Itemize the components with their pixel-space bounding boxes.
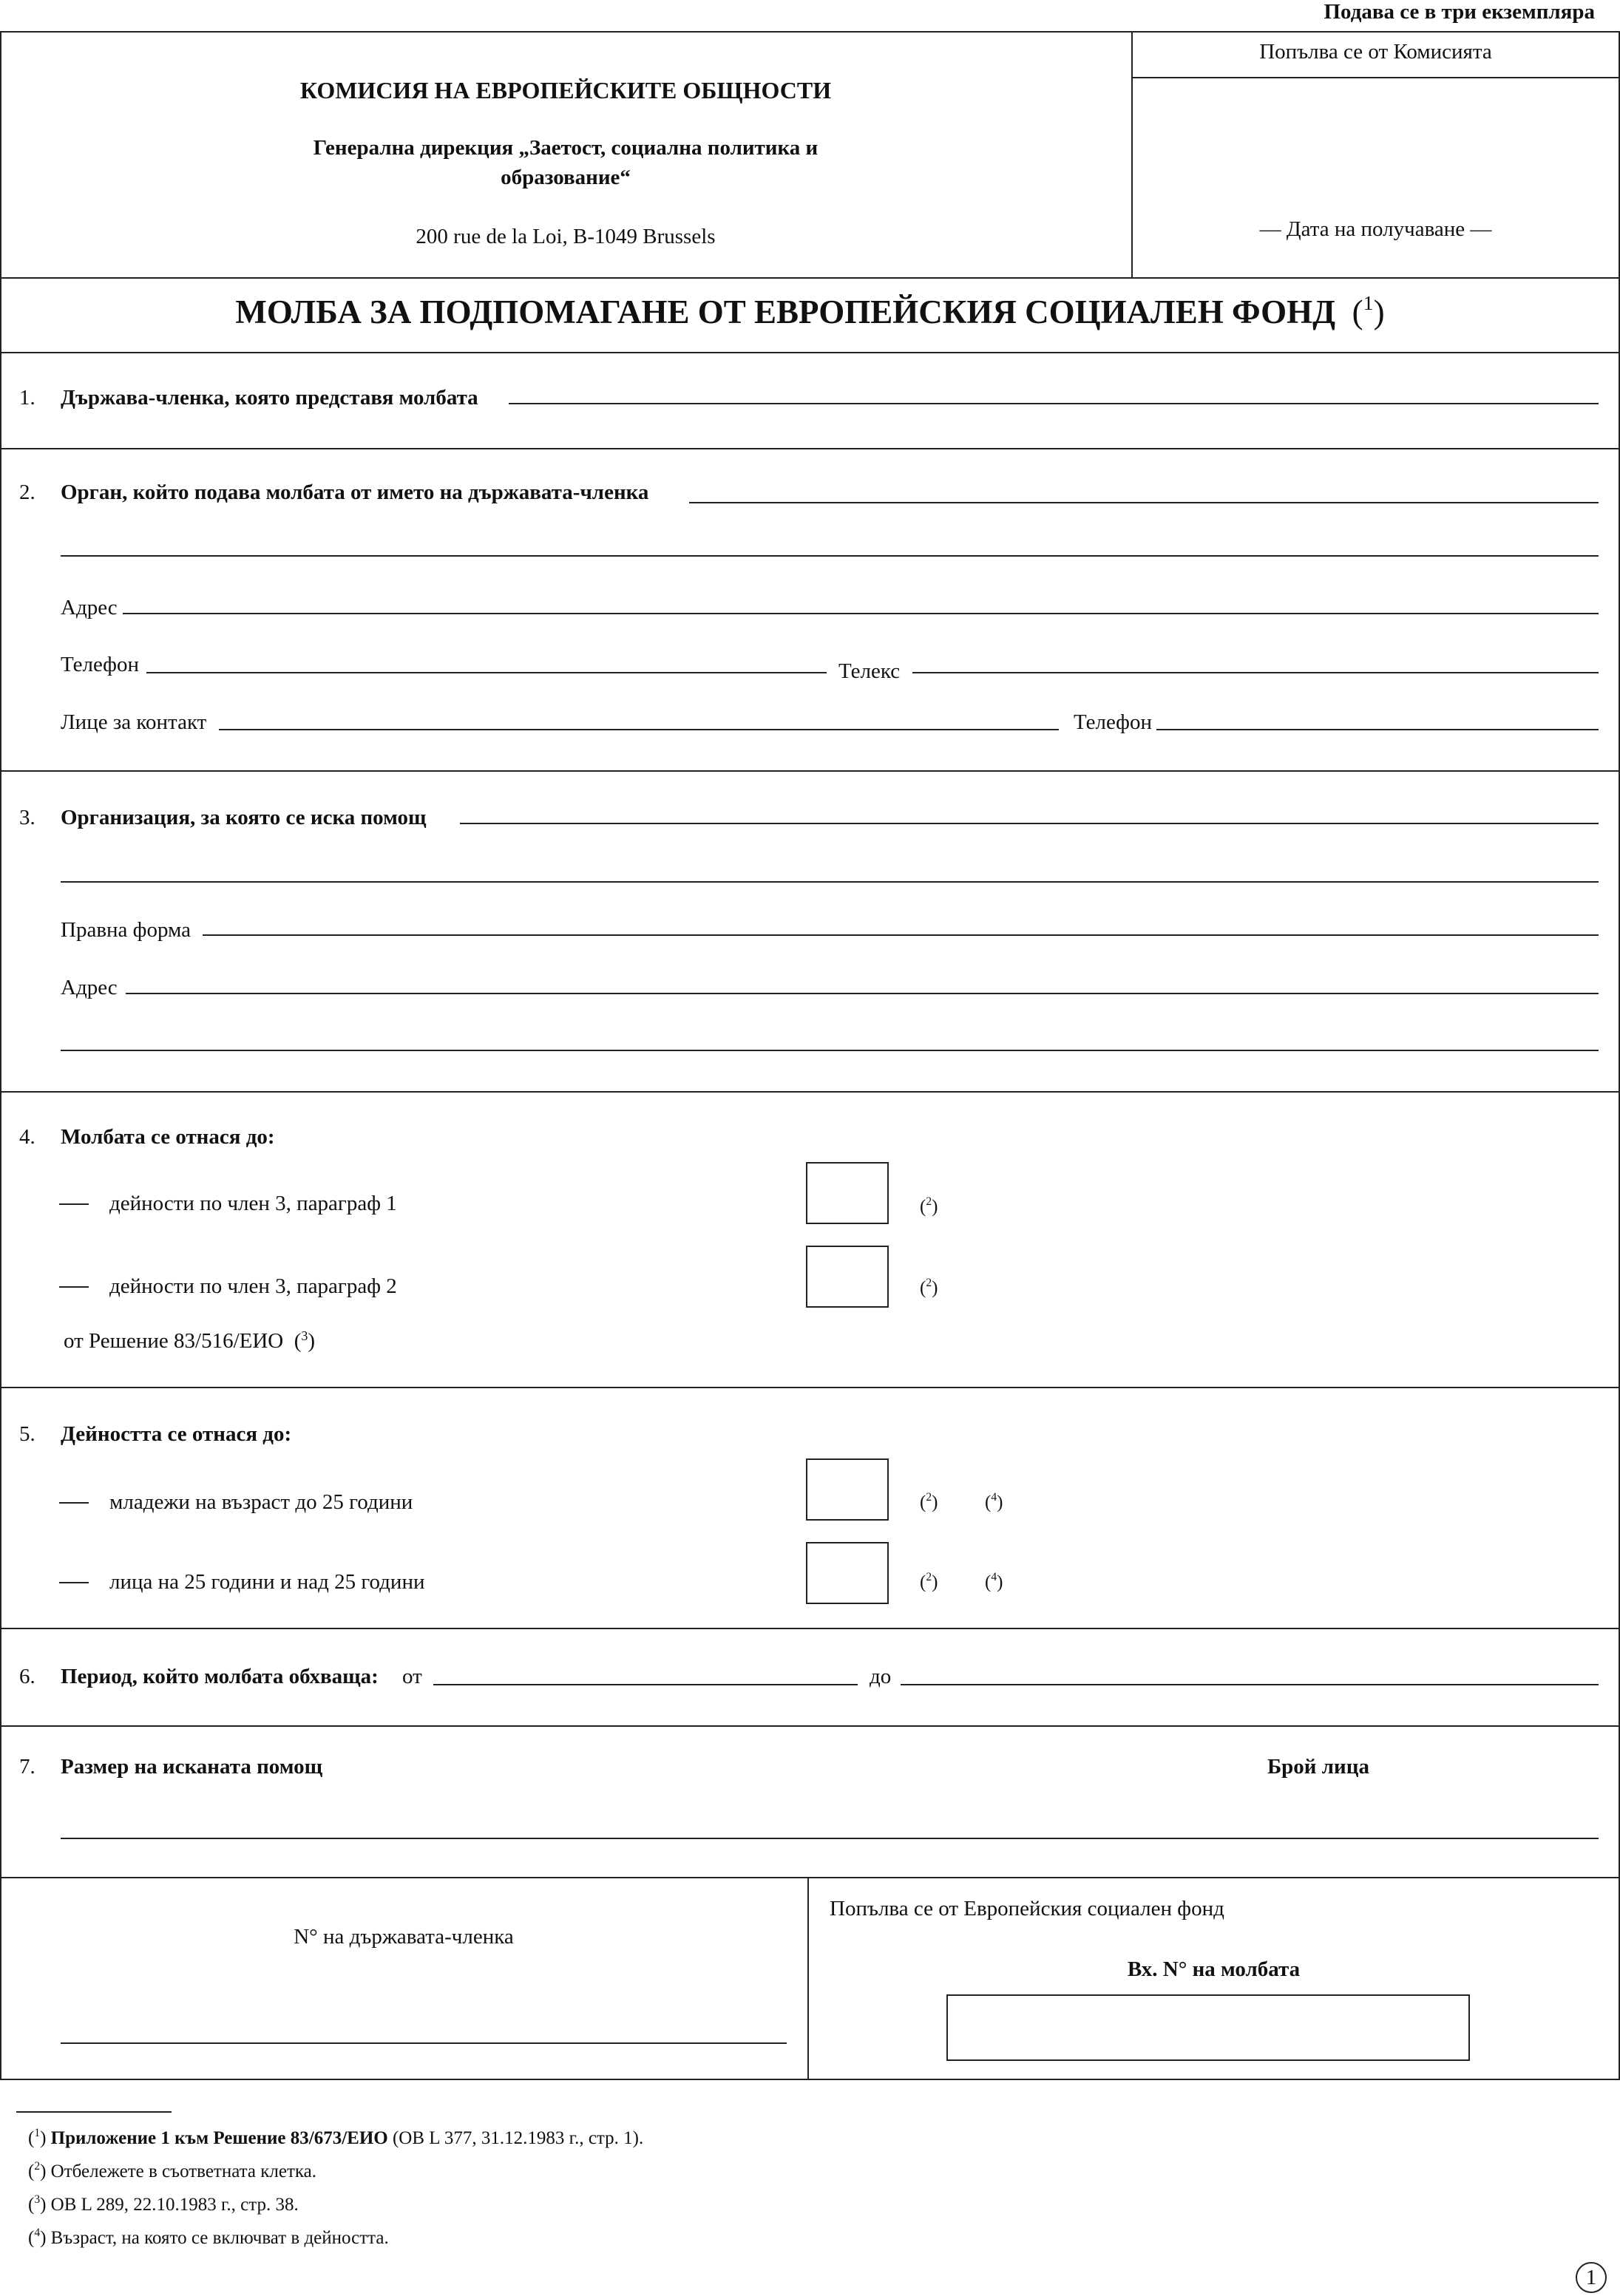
member-state-field[interactable]	[509, 403, 1599, 404]
s2-telex-label: Телекс	[838, 659, 901, 683]
title-text: МОЛБА ЗА ПОДПОМАГАНЕ ОТ ЕВРОПЕЙСКИЯ СОЦИАЛЕН ФОНД	[235, 293, 1336, 330]
s4-option2-ref: ($^2$)	[920, 1277, 938, 1298]
s4-dash-2	[59, 1286, 89, 1288]
period-from-field[interactable]	[433, 1684, 858, 1685]
s5-dash-2	[59, 1582, 89, 1583]
footnote-1: ($^1$) Приложение 1 към Решение 83/673/ЕИО (ОВ L 377, 31.12.1983 г., стр. 1).	[28, 2127, 644, 2148]
s3-legal-form-label: Правна форма	[61, 918, 192, 942]
footnote-1-text: (ОВ L 377, 31.12.1983 г., стр. 1).	[387, 2128, 644, 2148]
s4-option1-label: дейности по член 3, параграф 1	[109, 1192, 397, 1215]
header-divider	[1131, 31, 1133, 278]
s5-rule	[0, 1628, 1620, 1629]
s5-option1-ref2: ($^2$)	[920, 1491, 938, 1512]
member-state-number-label: N° на държавата-членка	[294, 1925, 514, 1949]
legal-form-field[interactable]	[203, 934, 1599, 936]
footnote-3: ($^3$) ОВ L 289, 22.10.1983 г., стр. 38.	[28, 2193, 299, 2215]
footnote-2: ($^2$) Отбележете в съответната клетка.	[28, 2160, 317, 2181]
organisation-field-line2[interactable]	[61, 881, 1599, 883]
s2-label: Орган, който подава молбата от името на държавата-членка	[61, 480, 649, 504]
organisation-address-field[interactable]	[126, 993, 1599, 994]
s6-to-label: до	[870, 1665, 892, 1688]
s2-number: 2.	[19, 480, 35, 504]
authority-telex-field[interactable]	[912, 672, 1599, 673]
footnote-4: ($^4$) Възраст, на която се включват в дейността.	[28, 2227, 389, 2248]
commission-label: Попълва се от Комисията	[1259, 40, 1492, 64]
s4-option2-checkbox[interactable]	[806, 1246, 889, 1308]
s7-rule	[0, 1877, 1620, 1878]
s2-contact-label: Лице за контакт	[61, 710, 207, 734]
s3-number: 3.	[19, 806, 35, 829]
copies-note: Подава се в три екземпляра	[1324, 0, 1595, 24]
s5-option2-label: лица на 25 години и над 25 години	[109, 1570, 425, 1594]
s5-option1-checkbox[interactable]	[806, 1458, 889, 1521]
s1-number: 1.	[19, 386, 35, 410]
s4-decision-text: от Решение 83/516/ЕИО	[64, 1329, 284, 1353]
s4-rule	[0, 1387, 1620, 1388]
page-number: 1	[1576, 2262, 1607, 2293]
contact-person-field[interactable]	[219, 729, 1059, 730]
s4-decision-ref: ($^3$)	[288, 1328, 316, 1353]
organisation-address-field-line2[interactable]	[61, 1050, 1599, 1051]
amount-field[interactable]	[61, 1838, 1599, 1839]
authority-address-field[interactable]	[123, 613, 1599, 614]
s6-number: 6.	[19, 1665, 35, 1688]
s5-option1-ref4: ($^4$)	[985, 1491, 1003, 1512]
footnote-4-text: Възраст, на която се включват в дейността.	[46, 2228, 389, 2248]
s7-label: Размер на исканата помощ	[61, 1755, 323, 1779]
s6-label: Период, който молбата обхваща:	[61, 1665, 379, 1688]
authority-field[interactable]	[689, 502, 1599, 503]
incoming-number-field[interactable]	[946, 1994, 1470, 2061]
s5-option2-ref4: ($^4$)	[985, 1571, 1003, 1592]
s2-phone2-label: Телефон	[1074, 710, 1152, 734]
authority-phone-field[interactable]	[146, 672, 827, 673]
esf-label: Попълва се от Европейския социален фонд	[830, 1897, 1224, 1920]
footnote-2-text: Отбележете в съответната клетка.	[46, 2161, 317, 2181]
footnote-separator	[16, 2111, 172, 2113]
s2-rule	[0, 770, 1620, 772]
s7-number: 7.	[19, 1755, 35, 1779]
authority-field-line2[interactable]	[61, 555, 1599, 557]
s3-label: Организация, за която се иска помощ	[61, 806, 427, 829]
s1-label: Държава-членка, която представя молбата	[61, 386, 478, 410]
header-bottom-rule	[0, 277, 1620, 279]
s5-label: Дейността се отнася до:	[61, 1422, 292, 1446]
s4-option1-ref: ($^2$)	[920, 1195, 938, 1217]
s5-option2-ref2: ($^2$)	[920, 1571, 938, 1592]
s6-from-label: от	[402, 1665, 422, 1688]
title-bottom-rule	[0, 352, 1620, 353]
s7-persons-label: Брой лица	[1267, 1755, 1369, 1779]
member-state-number-field[interactable]	[61, 2042, 787, 2044]
contact-phone-field[interactable]	[1156, 729, 1599, 730]
s5-option2-checkbox[interactable]	[806, 1542, 889, 1604]
s4-option2-label: дейности по член 3, параграф 2	[109, 1274, 397, 1298]
period-to-field[interactable]	[901, 1684, 1599, 1685]
s4-decision	[64, 1328, 316, 1353]
s2-phone-label: Телефон	[61, 653, 139, 676]
s4-dash-1	[59, 1203, 89, 1205]
organisation-field[interactable]	[460, 823, 1599, 824]
directorate-line1: Генерална дирекция „Заетост, социална политика и	[313, 136, 819, 160]
s5-option1-label: младежи на възраст до 25 години	[109, 1490, 413, 1514]
s2-address-label: Адрес	[61, 596, 118, 619]
date-received-label: — Дата на получаване —	[1259, 217, 1492, 241]
s1-rule	[0, 448, 1620, 449]
s4-option1-checkbox[interactable]	[806, 1162, 889, 1224]
directorate-line2: образование“	[501, 166, 631, 189]
s6-rule	[0, 1725, 1620, 1727]
incoming-number-label: Вх. N° на молбата	[1127, 1957, 1301, 1981]
commission-address: 200 rue de la Loi, B-1049 Brussels	[416, 225, 716, 248]
commission-divider	[1131, 77, 1620, 78]
form-title	[0, 292, 1620, 330]
org-name: КОМИСИЯ НА ЕВРОПЕЙСКИТЕ ОБЩНОСТИ	[299, 77, 832, 103]
s3-address-label: Адрес	[61, 976, 118, 999]
title-footnote-ref: ($^1$)	[1343, 292, 1385, 330]
s4-label: Молбата се отнася до:	[61, 1125, 275, 1149]
s3-rule	[0, 1091, 1620, 1093]
s5-number: 5.	[19, 1422, 35, 1446]
s4-number: 4.	[19, 1125, 35, 1149]
s5-dash-1	[59, 1502, 89, 1504]
footnote-3-text: ОВ L 289, 22.10.1983 г., стр. 38.	[46, 2195, 299, 2215]
footnote-1-bold: Приложение 1 към Решение 83/673/ЕИО	[50, 2128, 388, 2148]
